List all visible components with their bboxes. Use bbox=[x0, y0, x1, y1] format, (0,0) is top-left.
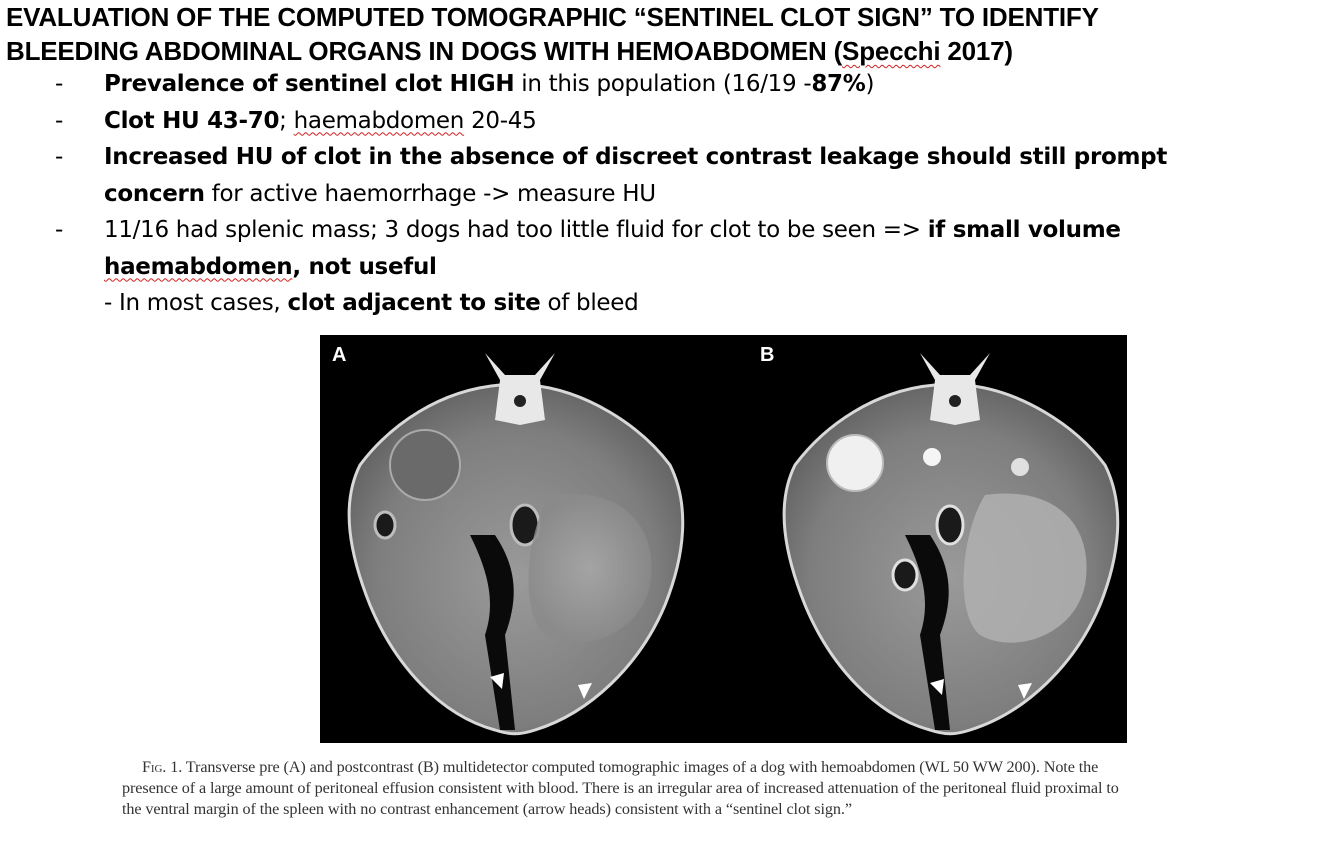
bullet-item-prevalence bbox=[0, 66, 1334, 103]
stomach-a bbox=[390, 430, 460, 500]
ct-figure-image bbox=[320, 335, 1127, 743]
caption-text: Transverse pre (A) and postcontrast (B) multidetector computed tomographic images of a dog with hemoabdomen (WL 50 WW 200). Note the bbox=[182, 758, 1099, 776]
ct-panel-a bbox=[332, 344, 683, 734]
bullet-text: of bleed bbox=[540, 290, 639, 316]
kidney-enhanced-b bbox=[827, 435, 883, 491]
bullet-dash: - bbox=[55, 144, 63, 170]
title-line-2-end: 2017) bbox=[940, 36, 1013, 66]
title-author-spellcheck: Specchi bbox=[842, 36, 941, 66]
ct-scan-illustration bbox=[320, 335, 1127, 743]
bullet-bold-text: if small volume bbox=[927, 217, 1121, 243]
bullet-list bbox=[0, 66, 1334, 322]
bullet-continuation bbox=[104, 249, 1334, 286]
title-line-1: EVALUATION OF THE COMPUTED TOMOGRAPHIC “SENTINEL CLOT SIGN” TO IDENTIFY bbox=[6, 2, 1099, 32]
bowel-loop-b bbox=[937, 506, 963, 544]
bullet-text: - In most cases, bbox=[104, 290, 288, 316]
bullet-bold-text: concern bbox=[104, 180, 205, 207]
bullet-bold-text: , not useful bbox=[292, 253, 437, 280]
bullet-bold-text: 87% bbox=[811, 71, 866, 97]
caption-line-3: the ventral margin of the spleen with no contrast enhancement (arrow heads) consistent with a “sentinel clot sign.” bbox=[122, 800, 852, 818]
bullet-bold-text: Prevalence of sentinel clot HIGH bbox=[104, 71, 515, 97]
caption-line-2: presence of a large amount of peritoneal effusion consistent with blood. There is an irregular area of increased attenuation of the peritoneal fluid proximal to bbox=[122, 779, 1119, 797]
bullet-text: in this population (16/19 - bbox=[514, 71, 812, 97]
title-line-2-start: BLEEDING ABDOMINAL ORGANS IN DOGS WITH HEMOABDOMEN ( bbox=[6, 36, 843, 66]
bullet-bold-text: Increased HU of clot in the absence of discreet contrast leakage should still prompt bbox=[104, 144, 1168, 170]
bullet-item-increased-hu bbox=[0, 139, 1334, 212]
ct-panel-b bbox=[760, 344, 1118, 734]
bullet-item-splenic-mass bbox=[0, 212, 1334, 285]
bowel-loop-a2 bbox=[375, 512, 395, 538]
panel-b-label: B bbox=[760, 344, 775, 366]
bullet-dash: - bbox=[55, 107, 63, 134]
spinal-canal-b bbox=[949, 395, 961, 407]
bullet-bold-text: Clot HU 43-70 bbox=[104, 107, 280, 134]
bullet-text: 20-45 bbox=[464, 107, 537, 134]
spinal-canal-a bbox=[514, 395, 526, 407]
aorta-b bbox=[923, 448, 941, 466]
title-line-2 bbox=[6, 34, 1326, 68]
slide-title bbox=[6, 0, 1326, 68]
bullet-text: for active haemorrhage -> measure HU bbox=[204, 180, 656, 207]
vessel-b bbox=[1011, 458, 1029, 476]
bullet-text: ) bbox=[865, 71, 875, 97]
caption-line-1 bbox=[122, 757, 1332, 778]
caption-fig-label: Fig. 1. bbox=[142, 758, 183, 776]
bullet-item-clot-site bbox=[0, 285, 1334, 322]
bullet-bold-text: clot adjacent to site bbox=[287, 290, 541, 316]
bullet-text: 11/16 had splenic mass; 3 dogs had too little fluid for clot to be seen => bbox=[104, 217, 928, 243]
panel-a-label: A bbox=[332, 344, 347, 366]
bullet-spellcheck-word: haemabdomen bbox=[104, 253, 293, 280]
figure-caption bbox=[122, 757, 1332, 820]
bullet-item-clot-hu bbox=[0, 103, 1334, 140]
bullet-dash: - bbox=[55, 217, 63, 243]
bullet-dash: - bbox=[55, 71, 63, 97]
bullet-continuation bbox=[104, 176, 1334, 213]
bullet-text: ; bbox=[279, 107, 294, 134]
bullet-spellcheck-word: haemabdomen bbox=[293, 107, 465, 134]
bowel-loop-b2 bbox=[893, 560, 917, 590]
